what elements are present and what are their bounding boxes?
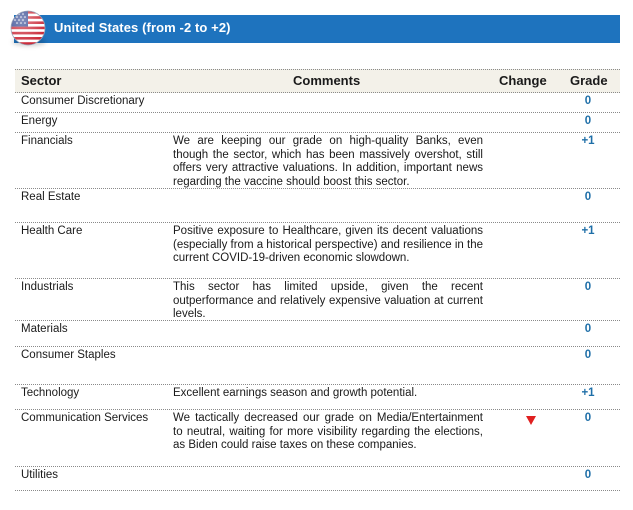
table-header — [15, 69, 620, 93]
sector-name: Real Estate — [21, 191, 81, 203]
grade-value: +1 — [581, 135, 595, 147]
comment-text: We tactically decreased our grade on Media/Entertainment to neutral, waiting for more visibility regarding the elections, as Biden could raise taxes on these companies. — [173, 412, 483, 451]
header-sector: Sector — [21, 73, 62, 88]
grade-value: 0 — [584, 412, 592, 424]
sector-name: Consumer Staples — [21, 349, 116, 361]
sector-name: Energy — [21, 115, 58, 127]
grade-value: 0 — [584, 95, 592, 107]
sector-table — [15, 69, 620, 491]
grade-value: 0 — [584, 115, 592, 127]
header-comments: Comments — [293, 73, 361, 88]
header-change: Change — [499, 73, 547, 88]
table-row — [15, 223, 620, 279]
sector-name: Consumer Discretionary — [21, 95, 145, 107]
us-flag-icon — [8, 8, 48, 48]
table-row — [15, 133, 620, 189]
sector-name: Communication Services — [21, 412, 149, 424]
table-row — [15, 279, 620, 321]
comment-text: Positive exposure to Healthcare, given its decent valuations (especially from a historical perspective) and resilience in the current COVID-19-driven economic slowdown. — [173, 225, 484, 264]
grade-value: 0 — [584, 281, 592, 293]
grade-value: 0 — [584, 191, 592, 203]
table-row — [15, 467, 620, 491]
sector-name: Industrials — [21, 281, 74, 293]
table-row — [15, 321, 620, 347]
sector-name: Materials — [21, 323, 68, 335]
sector-name: Financials — [21, 135, 73, 147]
grade-value: 0 — [584, 323, 592, 335]
sector-name: Health Care — [21, 225, 83, 237]
region-banner — [14, 15, 620, 43]
table-row — [15, 189, 620, 223]
sector-name: Utilities — [21, 469, 59, 481]
comment-text: We are keeping our grade on high-quality Banks, even though the sector, which has been massively overshot, still offers very attractive valuations. In addition, important news regarding the vaccine should boost this sector. — [173, 135, 483, 188]
down-arrow-icon — [526, 416, 536, 425]
grade-value: +1 — [581, 225, 595, 237]
header-grade: Grade — [570, 73, 608, 88]
grade-value: +1 — [581, 387, 595, 399]
comment-text: Excellent earnings season and growth potential. — [173, 387, 418, 399]
comment-text: This sector has limited upside, given the recent outperformance and relatively expensive valuation at current levels. — [173, 281, 483, 320]
table-row — [15, 385, 620, 410]
table-row — [15, 347, 620, 385]
grade-value: 0 — [584, 469, 592, 481]
table-row — [15, 113, 620, 133]
sector-name: Technology — [21, 387, 80, 399]
banner-title: United States (from -2 to +2) — [54, 20, 231, 35]
grade-value: 0 — [584, 349, 592, 361]
table-row — [15, 93, 620, 113]
table-row — [15, 410, 620, 467]
